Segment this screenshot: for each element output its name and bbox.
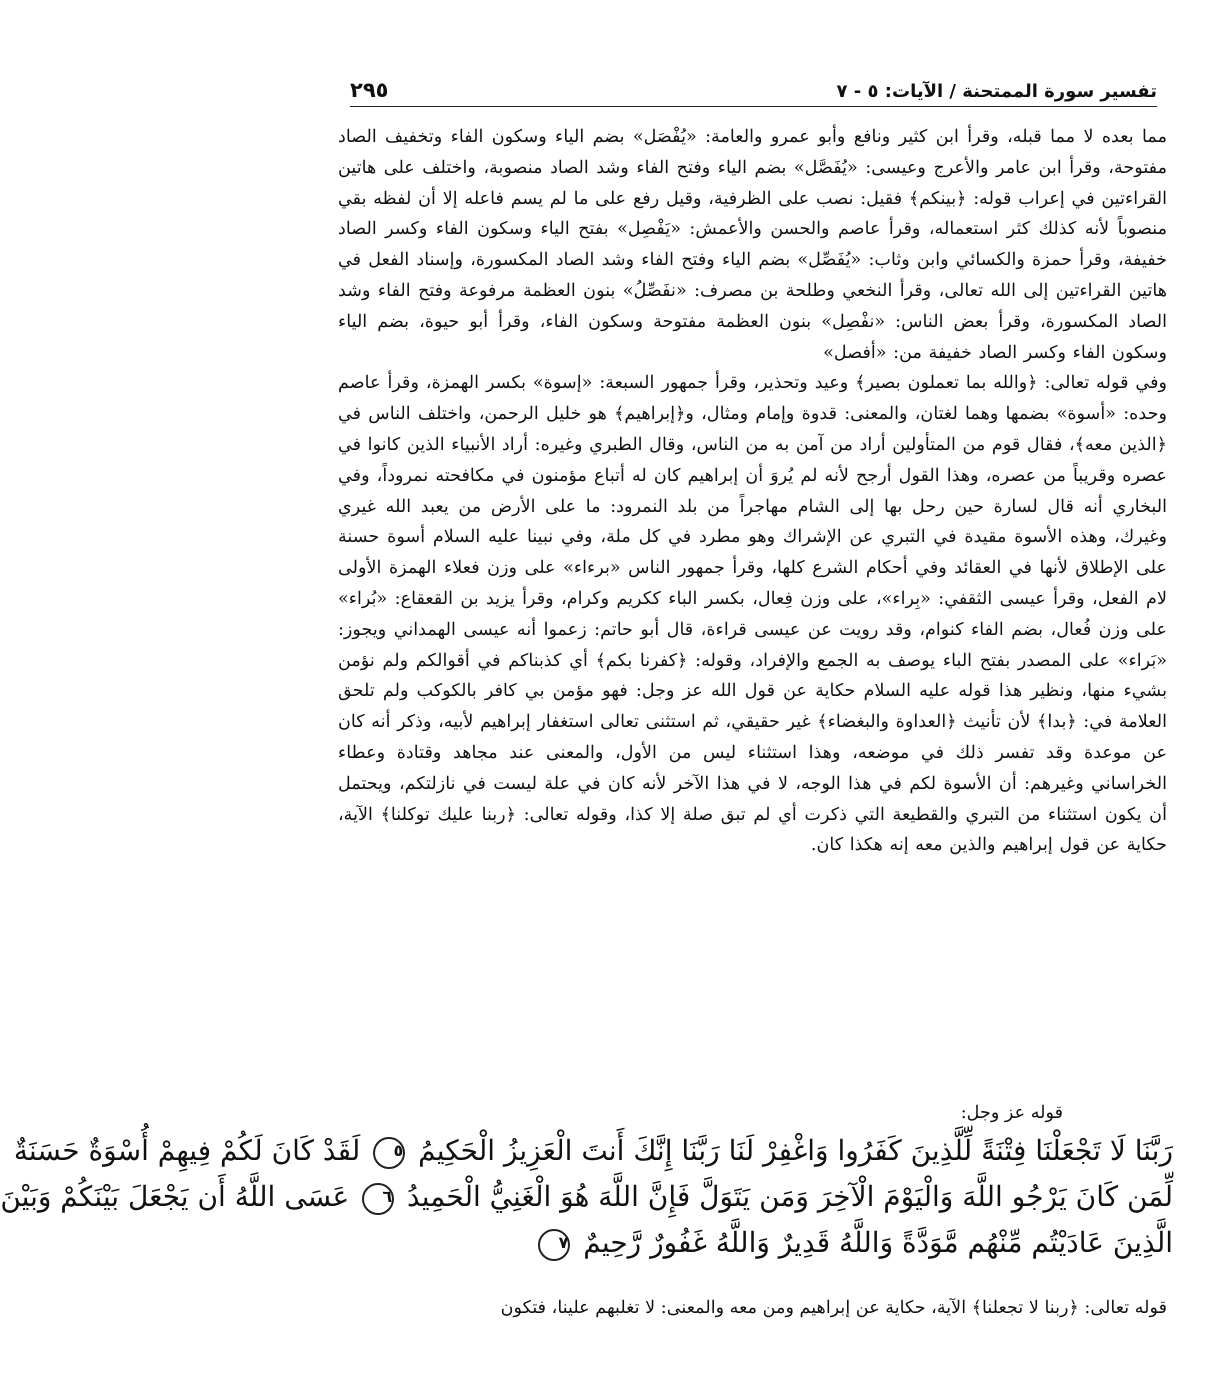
running-title: تفسير سورة الممتحنة / الآيات: ٥ - ٧ — [836, 81, 1157, 102]
ayah-number-marker: ٧ — [538, 1229, 570, 1261]
verse-line — [13, 1128, 1173, 1174]
paragraph: وفي قوله تعالى: ﴿والله بما تعملون بصير﴾ وعيد وتحذير، وقرأ جمهور السبعة: «إسوة» بكسر الهمزة، وقرأ عاصم وحده: «أسوة» بضمها وهما لغتان، والمعنى: قدوة وإمام ومثال، و﴿إبراهيم﴾ هو خليل الرحمن، واختلف الناس في ﴿الذين معه﴾، فقال قوم من المتأولين أراد من آمن به من الناس، وقال الطبري وغيره: أراد الأنبياء الذين كانوا في عصره وقريباً من عصره، وهذا القول أرجح لأنه لم يُروَ أن إبراهيم كان له أتباع مؤمنون في مكافحته نمروداً، وفي البخاري أنه قال لسارة حين رحل بها إلى الشام مهاجراً من بلد النمرود: ما على الأرض من يعبد الله غيري وغيرك، وهذه الأسوة مقيدة في التبري عن الإشراك وهو مطرد في كل ملة، وفي نبينا عليه السلام أسوة حسنة على الإطلاق لأنها في العقائد وفي أحكام الشرع كلها، وقرأ جمهور الناس «برءاء» على وزن فعلاء الهمزة الأولى لام الفعل، وقرأ عيسى الثقفي: «بِراء»، على وزن فِعال، بكسر الباء ككريم وكرام، وقرأ يزيد بن القعقاع: «بُراء» على وزن فُعال، بضم الفاء كنوام، وقد رويت عن عيسى قراءة، قال أبو حاتم: زعموا أنه عيسى الهمداني ويجوز: «بَراء» على المصدر بفتح الباء يوصف به الجمع والإفراد، وقوله: ﴿كفرنا بكم﴾ أي كذبناكم في أقوالكم ولم نؤمن بشيء منها، ونظير هذا قوله عليه السلام حكاية عن قول الله عز وجل: فهو مؤمن بي كافر بالكوكب ولم تلحق العلامة في: ﴿بدا﴾ لأن تأنيث ﴿العداوة والبغضاء﴾ غير حقيقي، ثم استثنى تعالى استغفار إبراهيم لأبيه، وذكر أنه كان عن موعدة وقد تفسر ذلك في موضعه، وهذا استثناء ليس من الأول، والمعنى عند مجاهد وقتادة وعطاء الخراساني وغيرهم: أن الأسوة لكم في هذا الوجه، لا في هذا الآخر لأنه كان في علة ليست في نازلتكم، ويحتمل أن يكون استثناء من التبري والقطيعة التي ذكرت أي لم تبق صلة إلا كذا، وقوله تعالى: ﴿ربنا عليك توكلنا﴾ الآية، حكاية عن قول إبراهيم والذين معه إنه هكذا كان. — [338, 373, 1167, 856]
ayah-number-marker: ٥ — [373, 1137, 405, 1169]
verse-text: عَسَى اللَّهُ أَن يَجْعَلَ بَيْنَكُمْ وَبَيْنَ — [0, 1180, 350, 1213]
quran-verse-block — [0, 1098, 1173, 1266]
ayah-number-marker: ٦ — [362, 1183, 394, 1215]
verse-text: لَقَدْ كَانَ لَكُمْ فِيهِمْ أُسْوَةٌ حَسَنَةٌ — [13, 1134, 361, 1167]
paragraph: مما بعده لا مما قبله، وقرأ ابن كثير ونافع وأبو عمرو والعامة: «يُفْصَل» بضم الياء وسكون الفاء وتخفيف الصاد مفتوحة، وقرأ ابن عامر والأعرج وعيسى: «يُفَصَّل» بضم الياء وفتح الفاء وشد الصاد منصوبة، واختلف على هاتين القراءتين في إعراب قوله: ﴿بينكم﴾ فقيل: نصب على الظرفية، وقيل رفع على ما لم يسم فاعله إلا أن لفظه بقي منصوباً لأنه كذلك كثر استعماله، وقرأ عاصم والحسن والأعمش: «يَفْصِل» بفتح الياء وسكون الفاء وكسر الصاد خفيفة، وقرأ حمزة والكسائي وابن وثاب: «يُفَصِّل» بضم الياء وفتح الفاء وشد الصاد المكسورة، وإسناد الفعل في هاتين القراءتين إلى الله تعالى، وقرأ النخعي وطلحة بن مصرف: «نفَصِّلُ» بنون العظمة مرفوعة وفتح الفاء وشد الصاد المكسورة، وقرأ بعض الناس: «نفْصِل» بنون العظمة مفتوحة وسكون الفاء، وقرأ أبو حيوة، بضم الياء وسكون الفاء وكسر الصاد خفيفة من: «أفصل» — [338, 127, 1167, 363]
verse-text: لِّمَن كَانَ يَرْجُو اللَّهَ وَالْيَوْمَ الْآخِرَ وَمَن يَتَوَلَّ فَإِنَّ اللَّهَ هُوَ الْغَنِيُّ الْحَمِيدُ — [407, 1180, 1173, 1213]
verse-line — [332, 1220, 1173, 1266]
page-header — [350, 72, 1157, 107]
closing-line: قوله تعالى: ﴿ربنا لا تجعلنا﴾ الآية، حكاية عن إبراهيم ومن معه والمعنى: لا تغلبهم علينا، فتكون — [500, 1298, 1167, 1318]
page-number: ٢٩٥ — [350, 78, 389, 102]
verse-text: رَبَّنَا لَا تَجْعَلْنَا فِتْنَةً لِّلَّذِينَ كَفَرُوا وَاغْفِرْ لَنَا رَبَّنَا إِنَّكَ أَنتَ الْعَزِيزُ الْحَكِيمُ — [418, 1134, 1173, 1167]
verse-text: الَّذِينَ عَادَيْتُم مِّنْهُم مَّوَدَّةً وَاللَّهُ قَدِيرٌ وَاللَّهُ غَفُورٌ رَّحِيمٌ — [583, 1226, 1173, 1259]
commentary-text — [338, 122, 1167, 861]
verse-line — [0, 1174, 1173, 1220]
verse-intro: قوله عز وجل: — [960, 1103, 1063, 1123]
